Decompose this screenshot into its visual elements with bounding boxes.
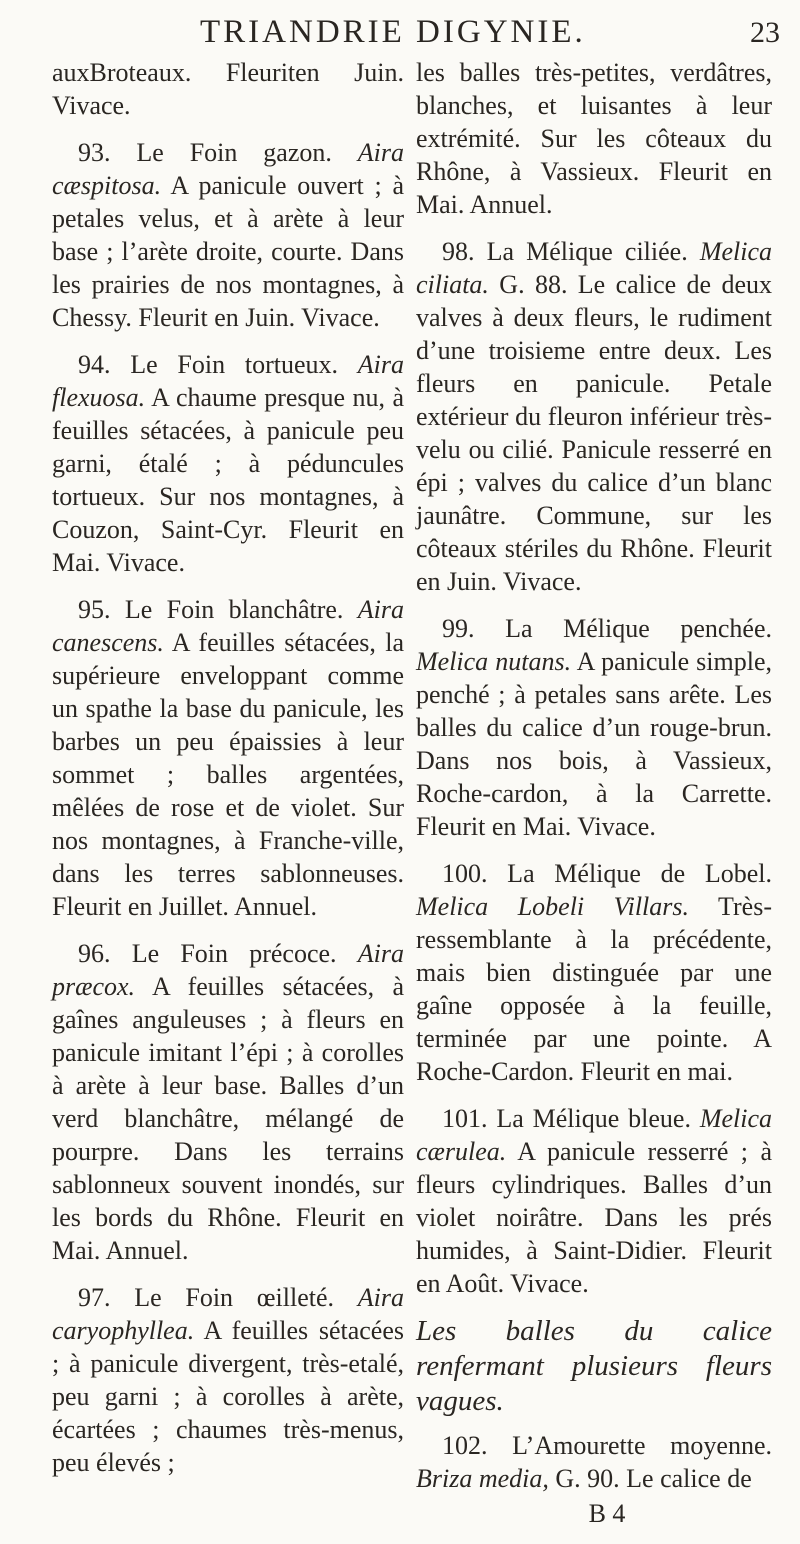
entry-102 (416, 1429, 772, 1495)
signature-mark: B 4 (588, 1499, 626, 1528)
latin-name: Aira caryophyllea. (52, 1283, 404, 1345)
entry-number: 98. (442, 237, 475, 266)
common-name: Le Foin œilleté. (110, 1283, 358, 1312)
entry-99 (416, 612, 772, 843)
latin-name: Briza media, (416, 1464, 549, 1493)
entry-94 (52, 348, 404, 579)
entry-number: 100. (442, 859, 488, 888)
running-head: TRIANDRIE DIGYNIE. (200, 14, 586, 50)
section-heading: Les balles du calice renfermant plusieurs fleurs vagues. (416, 1315, 772, 1417)
entry-97 (52, 1281, 404, 1479)
entry-description: Très-ressemblante à la précédente, mais bien distinguée par une gaîne opposée à la feuille, terminée par une pointe. A Roche-Cardon. Fleurit en mai. (416, 892, 772, 1086)
continued-text: les balles très-petites, verdâtres, blanches, et luisantes à leur extrémité. Sur les côteaux du Rhône, à Vassieux. Fleurit en Mai. Annuel. (416, 58, 772, 219)
latin-name: Aira cæspitosa. (52, 138, 404, 200)
latin-name: Melica Lobeli Villars. (416, 892, 690, 921)
common-name: L’Amourette moyenne. (487, 1431, 772, 1460)
entry-number: 95. (78, 595, 111, 624)
common-name: Le Foin blanchâtre. (110, 595, 358, 624)
entry-96 (52, 937, 404, 1267)
common-name: Le Foin précoce. (110, 939, 358, 968)
latin-name: Melica cærulea. (416, 1104, 772, 1166)
latin-name: Melica nutans. (416, 647, 572, 676)
entry-description: A panicule resserré ; à fleurs cylindriques. Balles d’un violet noirâtre. Dans les prés humides, à Saint-Didier. Fleurit en Août. Vivace. (416, 1137, 772, 1298)
entry-number: 96. (78, 939, 111, 968)
common-name: Le Foin tortueux. (110, 350, 358, 379)
entry-number: 101. (442, 1104, 488, 1133)
entry-number: 97. (78, 1283, 111, 1312)
entry-description: A feuilles sétacées, la supérieure enveloppant comme un spathe la base du panicule, les barbes un peu épaissies à leur sommet ; balles argentées, mêlées de rose et de violet. Sur nos montagnes, à Franche-ville, dans les terres sablonneuses. Fleurit en Juillet. Annuel. (52, 628, 404, 921)
entry-description: A panicule ouvert ; à petales velus, et à arète à leur base ; l’arète droite, courte. Dans les prairies de nos montagnes, à Chessy. Fleurit en Juin. Vivace. (52, 171, 404, 332)
left-column (52, 56, 404, 1493)
entry-93 (52, 136, 404, 334)
common-name: La Mélique bleue. (487, 1104, 700, 1133)
latin-name: Aira flexuosa. (52, 350, 404, 412)
entry-number: 102. (442, 1431, 488, 1460)
entry-description: A panicule simple, penché ; à petales sans arête. Les balles du calice d’un rouge-brun. Dans nos bois, à Vassieux, Roche-cardon, à la Carrette. Fleurit en Mai. Vivace. (416, 647, 772, 841)
continued-text: auxBroteaux. Fleuriten Juin. Vivace. (52, 58, 404, 120)
entry-description: G. 90. Le calice de (548, 1464, 752, 1493)
entry-description: A feuilles sétacées, à gaînes anguleuses ; à fleurs en panicule imitant l’épi ; à corolles à arète à leur base. Balles d’un verd blanchâtre, mélangé de pourpre. Dans les terrains sablonneux souvent inondés, sur les bords du Rhône. Fleurit en Mai. Annuel. (52, 972, 404, 1265)
entry-95 (52, 593, 404, 923)
common-name: Le Foin gazon. (110, 138, 358, 167)
entry-100 (416, 857, 772, 1088)
page-header (0, 14, 800, 54)
entry-description: A chaume presque nu, à feuilles sétacées, à panicule peu garni, étalé ; à péduncules tortueux. Sur nos montagnes, à Couzon, Saint-Cyr. Fleurit en Mai. Vivace. (52, 383, 404, 577)
entry-101 (416, 1102, 772, 1300)
entry-number: 94. (78, 350, 111, 379)
entry-description: G. 88. Le calice de deux valves à deux fleurs, le rudiment d’une troisieme entre deux. Les fleurs en panicule. Petale extérieur du fleuron inférieur très-velu ou cilié. Panicule resserré en épi ; valves du calice d’un blanc jaunâtre. Commune, sur les côteaux stériles du Rhône. Fleurit en Juin. Vivace. (416, 270, 772, 596)
common-name: La Mélique de Lobel. (487, 859, 772, 888)
common-name: La Mélique ciliée. (474, 237, 700, 266)
entry-number: 99. (442, 614, 475, 643)
entry-number: 93. (78, 138, 111, 167)
entry-description: A feuilles sétacées ; à panicule divergent, très-etalé, peu garni ; à corolles à arète, écartées ; chaumes très-menus, peu élevés ; (52, 1316, 404, 1477)
latin-name: Melica ciliata. (416, 237, 772, 299)
latin-name: Aira canescens. (52, 595, 404, 657)
right-column (416, 56, 772, 1544)
common-name: La Mélique penchée. (474, 614, 772, 643)
page-number: 23 (750, 16, 780, 49)
latin-name: Aira præcox. (52, 939, 404, 1001)
entry-98 (416, 235, 772, 598)
